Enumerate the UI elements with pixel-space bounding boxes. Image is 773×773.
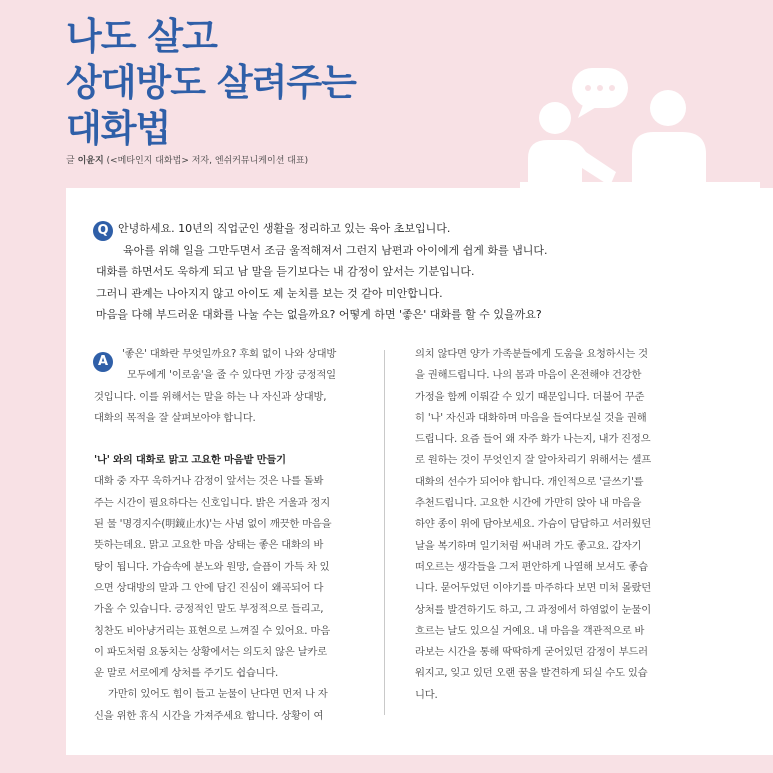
- article-title: [66, 14, 356, 152]
- question-text: [96, 218, 556, 326]
- title-line-1: 나도 살고: [66, 15, 217, 58]
- answer-line: 로 원하는 것이 무엇인지 잘 알아차리기 위해서는 셀프: [415, 454, 651, 467]
- answer-badge: A: [93, 352, 113, 372]
- byline: [66, 153, 308, 166]
- answer-line: '좋은' 대화란 무엇일까요? 후회 없이 나와 상대방: [122, 348, 337, 360]
- answer-line: 으면 상대방의 말과 그 안에 담긴 진심이 왜곡되어 다: [94, 581, 324, 594]
- answer-line: 히 '나' 자신과 대화하며 마음을 들여다보실 것을 권해: [415, 411, 647, 424]
- question-line: 마음을 다해 부드러운 대화를 나눌 수는 없을까요? 어떻게 하면 '좋은' 대화를 할 수 있을까요?: [96, 308, 542, 321]
- paragraph-gap: [94, 429, 364, 450]
- answer-line: 추천드립니다. 고요한 시간에 가만히 앉아 내 마음을: [415, 497, 642, 510]
- answer-line: 주는 시간이 필요하다는 신호입니다. 밝은 거울과 정지: [94, 496, 330, 509]
- answer-line: 칭찬도 비아냥거리는 표현으로 느껴질 수 있어요. 마음: [94, 624, 330, 637]
- answer-line: 워지고, 잊고 있던 오랜 꿈을 발견하게 되실 수도 있습: [415, 667, 648, 680]
- question-badge: Q: [93, 221, 113, 241]
- answer-line: 을 권해드립니다. 나의 몸과 마음이 온전해야 건강한: [415, 369, 642, 382]
- answer-line: 가정을 함께 이뤄갈 수 있기 때문입니다. 더불어 꾸준: [415, 390, 645, 403]
- answer-line: 것입니다. 이를 위해서는 말을 하는 나 자신과 상대방,: [94, 390, 327, 403]
- answer-line: 니다.: [415, 688, 438, 701]
- answer-line: 모두에게 '이로움'을 줄 수 있다면 가장 긍정적일: [127, 369, 336, 382]
- answer-line: 라보는 시간을 통해 딱딱하게 굳어있던 감정이 부드러: [415, 646, 648, 659]
- byline-author: 이윤지: [77, 156, 104, 166]
- answer-line: 가올 수 있습니다. 긍정적인 말도 부정적으로 들리고,: [94, 603, 324, 616]
- question-line: 대화를 하면서도 욱하게 되고 남 말을 듣기보다는 내 감정이 앞서는 기분입니다.: [96, 265, 475, 278]
- answer-line: 상처를 발견하기도 하고, 그 과정에서 하염없이 눈물이: [415, 603, 651, 616]
- column-divider: [384, 350, 385, 715]
- answer-line: 신을 위한 휴식 시간을 가져주세요 합니다. 상황이 여: [94, 709, 324, 722]
- title-line-3: 대화법: [66, 107, 171, 150]
- answer-line: 탕이 됩니다. 가슴속에 분노와 원망, 슬픔이 가득 차 있: [94, 560, 330, 573]
- answer-line: 날을 복기하며 일기처럼 써내려 가도 좋고요. 갑자기: [415, 539, 642, 552]
- answer-line: 대화 중 자꾸 욱하거나 감정이 앞서는 것은 나를 돌봐: [94, 475, 324, 488]
- answer-line: 떠오르는 생각들을 그저 편안하게 나열해 보셔도 좋습: [415, 560, 648, 573]
- answer-right-column: [415, 344, 697, 706]
- answer-line: 뜻하는데요. 맑고 고요한 마음 상태는 좋은 대화의 바: [94, 539, 324, 552]
- answer-line: 대화의 목적을 잘 살펴보아야 합니다.: [94, 411, 256, 424]
- answer-left-column: [94, 344, 364, 727]
- answer-subheading: '나' 와의 대화로 맑고 고요한 마음밭 만들기: [94, 454, 286, 467]
- byline-prefix: 글: [66, 156, 75, 166]
- answer-line: 의치 않다면 양가 가족분들에게 도움을 요청하시는 것: [415, 348, 648, 360]
- question-line: 그러니 관계는 나아지지 않고 아이도 제 눈치를 보는 것 같아 미안합니다.: [96, 286, 443, 300]
- answer-line: 드립니다. 요즘 들어 왜 자주 화가 나는지, 내가 진정으: [415, 433, 651, 446]
- title-line-2: 상대방도 살려주는: [66, 61, 356, 104]
- answer-line: 흐르는 날도 있으실 거예요. 내 마음을 객관적으로 바: [415, 624, 645, 637]
- question-line: 안녕하세요. 10년의 직업군인 생활을 정리하고 있는 육아 초보입니다.: [118, 222, 451, 235]
- answer-line: 된 물 '명경지수(明鏡止水)'는 사념 없이 깨끗한 마음을: [94, 518, 332, 531]
- question-line: 육아를 위해 일을 그만두면서 조금 울적해져서 그런지 남편과 아이에게 쉽게 화를 냅니다.: [123, 243, 548, 257]
- answer-line: 대화의 선수가 되어야 합니다. 개인적으로 '글쓰기'를: [415, 475, 644, 488]
- answer-line: 이 파도처럼 요동치는 상황에서는 의도치 않은 날카로: [94, 645, 327, 658]
- answer-line: 가만히 있어도 힘이 들고 눈물이 난다면 먼저 나 자: [108, 688, 328, 701]
- answer-line: 운 말로 서로에게 상처를 주기도 쉽습니다.: [94, 667, 279, 680]
- answer-line: 하얀 종이 위에 담아보세요. 가슴이 답답하고 서러웠던: [415, 518, 651, 531]
- two-people-talking-icon: [520, 62, 760, 190]
- byline-credit: (<메타인지 대화법> 저자, 엔쉬커뮤니케이션 대표): [106, 156, 309, 166]
- answer-line: 니다. 묻어두었던 이야기를 마주하다 보면 미처 몰랐던: [415, 582, 651, 595]
